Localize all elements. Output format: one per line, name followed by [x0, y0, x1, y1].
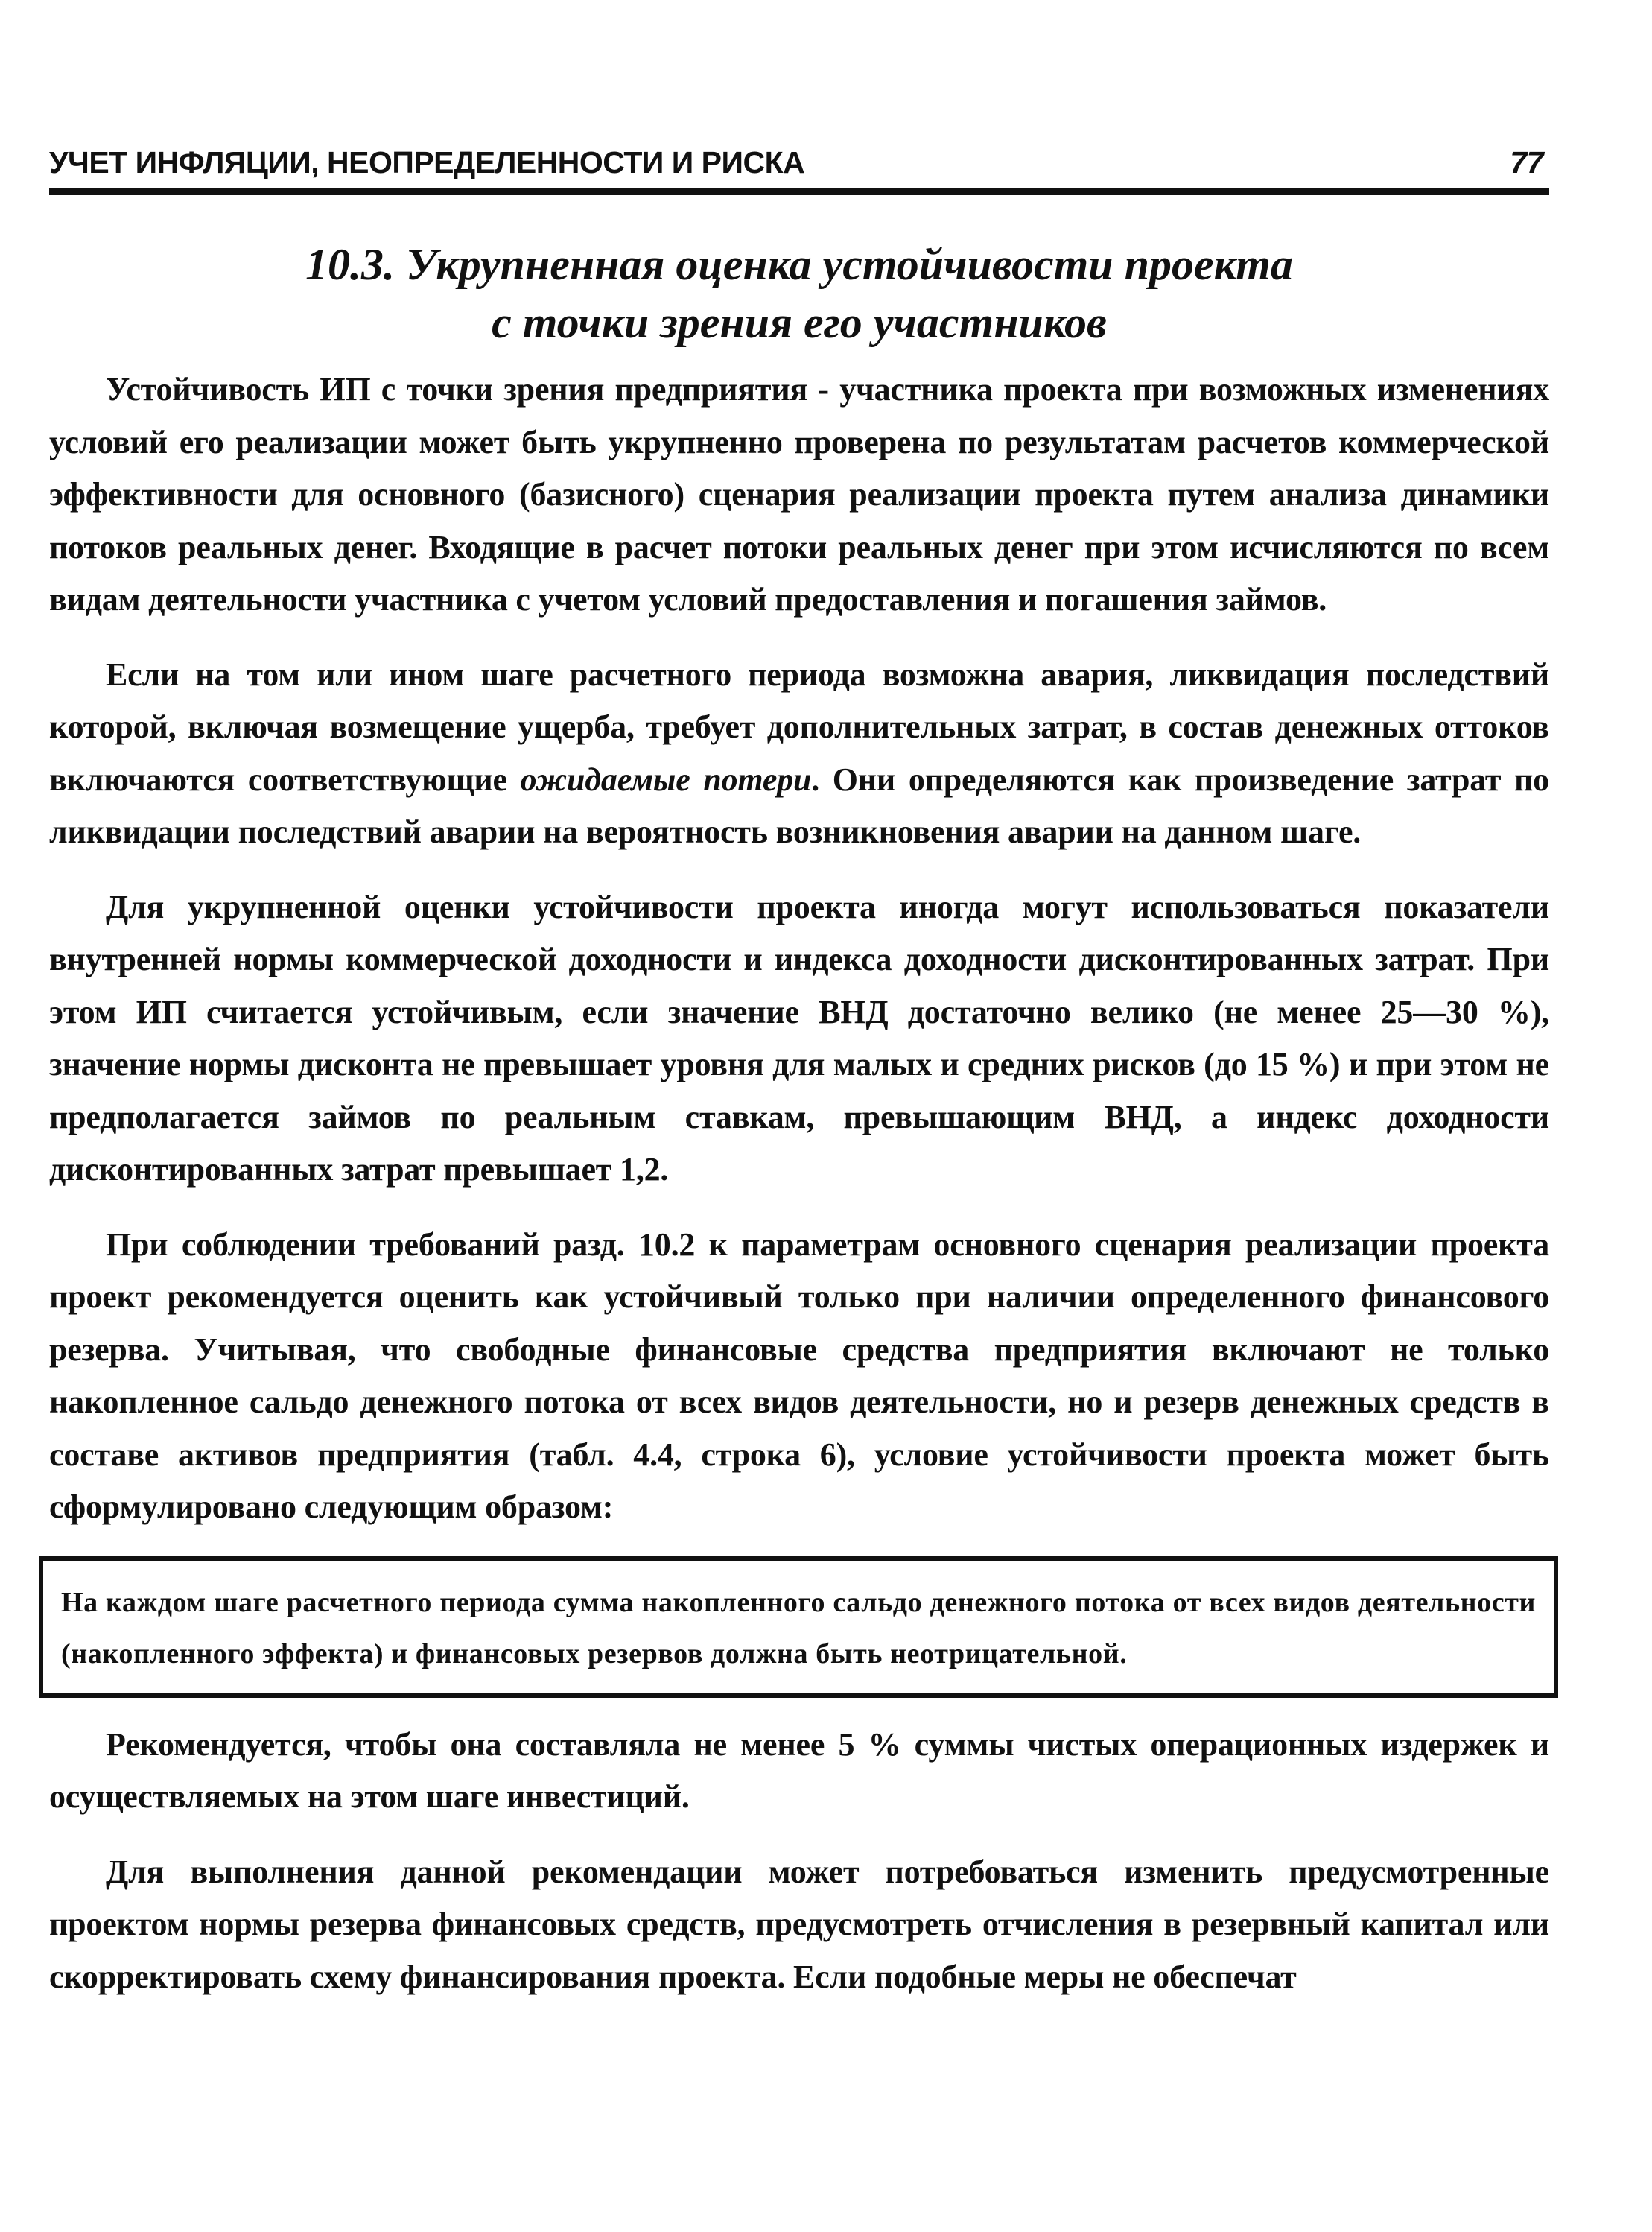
paragraph-6: Для выполнения данной рекомендации может потребоваться изменить предусмотренные проектом нормы резерва финансовых средств, предусмотреть отчисления в резервный капитал или скорректировать схему финансирования проекта. Если подобные меры не обеспечат [49, 1853, 1549, 1995]
running-header [49, 134, 1549, 180]
paragraph-1: Устойчивость ИП с точки зрения предприятия - участника проекта при возможных изменениях условий его реализации может быть укрупненно проверена по результатам расчетов коммерческой эффективности для основного (базисного) сценария реализации проекта путем анализа динамики потоков реальных денег. Входящие в расчет потоки реальных денег при этом исчисляются по всем видам деятельности участника с учетом условий предоставления и погашения займов. [49, 371, 1549, 618]
stability-condition-box: На каждом шаге расчетного периода сумма накопленного сальдо денежного потока от всех видов деятельности (накопленного эффекта) и финансовых резервов должна быть неотрицательной. [39, 1556, 1558, 1698]
book-page [49, 134, 1549, 2026]
section-title-line-2: с точки зрения его участников [492, 298, 1107, 347]
paragraph-2-text-end: . Они определяются как произведение затрат по ликвидации последствий аварии на вероятность возникновения аварии на данном шаге. [49, 761, 1549, 850]
paragraph-2-text-start: Если на том или ином шаге расчетного периода возможна авария, ликвидация последствий которой, включая возмещение ущерба, требует дополнительных затрат, в состав денежных оттоков включаются соответствующие [49, 656, 1549, 798]
section-title [49, 235, 1549, 352]
running-title: УЧЕТ ИНФЛЯЦИИ, НЕОПРЕДЕЛЕННОСТИ И РИСКА [49, 145, 805, 180]
paragraph-2 [49, 649, 1549, 859]
body-text [49, 364, 1549, 2003]
paragraph-3: Для укрупненной оценки устойчивости проекта иногда могут использоваться показатели внутренней нормы коммерческой доходности и индекса доходности дисконтированных затрат. При этом ИП считается устойчивым, если значение ВНД достаточно велико (не менее 25—30 %), значение нормы дисконта не превышает уровня для малых и средних рисков (до 15 %) и при этом не предполагается займов по реальным ставкам, превышающим ВНД, а индекс доходности дисконтированных затрат превышает 1,2. [49, 888, 1549, 1188]
section-title-line-1: 10.3. Укрупненная оценка устойчивости проекта [305, 240, 1293, 289]
paragraph-5: Рекомендуется, чтобы она составляла не менее 5 % суммы чистых операционных издержек и осуществляемых на этом шаге инвестиций. [49, 1725, 1549, 1815]
paragraph-4: При соблюдении требований разд. 10.2 к параметрам основного сценария реализации проекта проект рекомендуется оценить как устойчивый только при наличии определенного финансового резерва. Учитывая, что свободные финансовые средства предприятия включают не только накопленное сальдо денежного потока от всех видов деятельности, но и резерв денежных средств в составе активов предприятия (табл. 4.4, строка 6), условие устойчивости проекта может быть сформулировано следующим образом: [49, 1226, 1549, 1525]
paragraph-2-emphasis: ожидаемые потери [520, 761, 812, 798]
header-rule [49, 188, 1549, 195]
page-number: 77 [1510, 145, 1543, 180]
